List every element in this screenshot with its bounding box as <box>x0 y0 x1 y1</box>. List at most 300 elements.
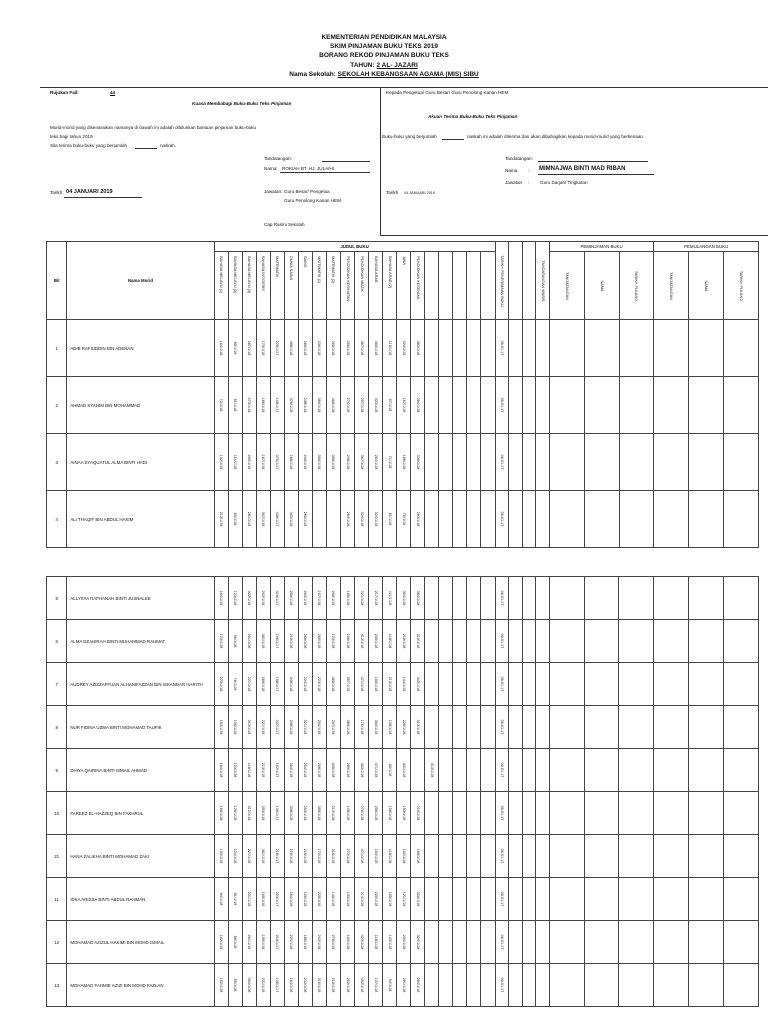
book-code: 81/1/18 <box>233 398 238 412</box>
signature-cell[interactable] <box>654 434 689 491</box>
signature-cell[interactable] <box>549 878 584 921</box>
table-row <box>47 964 759 1007</box>
date-received-cell <box>495 921 509 964</box>
book-code-cell <box>383 620 397 663</box>
signature-cell[interactable] <box>724 320 759 377</box>
right-para1b: naskah ini adalah diterima dan akan dibahagikan kepada murid-murid yang berkenaan. <box>467 134 645 139</box>
book-code: 254/1/18 <box>317 719 322 735</box>
book-code-cell <box>467 320 481 377</box>
right-panel-title: Akuan Terima Buku-Buku Teks Pinjaman <box>428 114 518 119</box>
signature-cell[interactable] <box>619 792 654 835</box>
book-code-cell <box>425 434 439 491</box>
signature-cell[interactable] <box>689 964 724 1007</box>
table-row <box>47 434 759 491</box>
book-code-cell <box>298 921 312 964</box>
book-code: 162/1/18 <box>401 848 406 864</box>
date-received-cell <box>495 835 509 878</box>
book-code-cell <box>284 620 298 663</box>
book-title-cell <box>453 252 467 320</box>
book-code-cell <box>326 964 340 1007</box>
book-code: 452/1/18 <box>359 977 364 993</box>
left-panel-title: Kuasa Membabagi Buku-Buku Teks Pinjaman <box>192 101 292 106</box>
date-received-cell <box>495 491 509 548</box>
book-code-cell <box>369 491 383 548</box>
book-code-cell <box>242 878 256 921</box>
signature-cell[interactable] <box>619 749 654 792</box>
book-code-cell <box>411 577 425 620</box>
book-code: 356/1/18 <box>331 454 336 470</box>
signature-cell[interactable] <box>584 835 619 878</box>
book-code-cell <box>228 792 242 835</box>
book-code: 281/1/18 <box>247 511 252 527</box>
book-code-cell <box>439 434 453 491</box>
tahun-value: 2 AL- JAZARI <box>376 62 418 69</box>
book-code: 274/1/18 <box>345 397 350 413</box>
signature-cell[interactable] <box>654 964 689 1007</box>
book-code: 284/1/18 <box>345 511 350 527</box>
bil-cell: 11 <box>47 878 67 921</box>
signature-cell[interactable] <box>689 835 724 878</box>
right-jawatan-label: Jawatan <box>505 180 523 185</box>
book-code-cell <box>439 620 453 663</box>
right-count-line <box>442 139 464 140</box>
student-name-cell: AINAA SYAQUATUL ALMA BINTI HADI <box>67 434 214 491</box>
book-code-cell <box>425 835 439 878</box>
blank-cell <box>536 320 550 377</box>
date-received: 06.01.17 <box>499 633 504 649</box>
signature-cell[interactable] <box>689 377 724 434</box>
signature-cell[interactable] <box>689 792 724 835</box>
book-code: 384/1/18 <box>317 397 322 413</box>
signature-cell[interactable] <box>689 663 724 706</box>
book-code-cell <box>453 964 467 1007</box>
book-code-cell <box>481 663 495 706</box>
book-code: 256/1/18 <box>373 805 378 821</box>
signature-cell[interactable] <box>654 749 689 792</box>
book-code-cell <box>340 921 354 964</box>
book-code-cell <box>467 434 481 491</box>
book-code-cell <box>397 577 411 620</box>
book-code: 156/1/18 <box>219 805 224 821</box>
book-code: 324/1/18 <box>373 511 378 527</box>
signature-cell[interactable] <box>584 706 619 749</box>
signature-cell[interactable] <box>549 434 584 491</box>
book-code-cell <box>256 491 270 548</box>
signature-cell[interactable] <box>619 663 654 706</box>
book-code: 114/1/18 <box>233 454 238 470</box>
book-title-cell <box>439 252 453 320</box>
signature-cell[interactable] <box>584 663 619 706</box>
book-code-cell <box>467 620 481 663</box>
book-code: 233/1/18 <box>303 977 308 993</box>
signature-cell[interactable] <box>619 377 654 434</box>
book-code: 111/1/18 <box>387 590 392 606</box>
book-title: PENDIDIKAN KESIHATAN <box>345 256 350 302</box>
book-code-cell <box>425 577 439 620</box>
date-received-cell <box>495 706 509 749</box>
book-code-cell <box>425 663 439 706</box>
signature-cell[interactable] <box>549 377 584 434</box>
book-code: 85/1/18 <box>233 978 238 992</box>
book-code-cell <box>228 749 242 792</box>
signature-cell[interactable] <box>723 663 758 706</box>
signature-cell[interactable] <box>723 577 758 620</box>
student-name-cell: AUDREY AZIZZAFFUAN ALHANIFAZZAN BIN ISKANDAR HARITH <box>67 663 214 706</box>
book-code-cell <box>312 663 326 706</box>
book-code-cell <box>284 320 298 377</box>
book-code: 158/1/17 <box>275 676 280 692</box>
signature-cell[interactable] <box>619 921 654 964</box>
book-code-cell <box>214 663 228 706</box>
header-school <box>0 70 768 79</box>
signature-cell[interactable] <box>654 706 689 749</box>
signature-cell[interactable] <box>723 835 758 878</box>
book-code-cell <box>326 749 340 792</box>
book-code: 159/1/18 <box>261 934 266 950</box>
signature-cell[interactable] <box>549 921 584 964</box>
subheader-label: TARIKH PULANG <box>634 270 639 301</box>
signature-cell[interactable] <box>584 792 619 835</box>
signature-cell[interactable] <box>654 792 689 835</box>
left-count-line <box>135 148 157 149</box>
book-code-cell <box>355 749 369 792</box>
signature-cell[interactable] <box>723 749 758 792</box>
signature-cell[interactable] <box>549 835 584 878</box>
signature-cell[interactable] <box>689 620 724 663</box>
book-code-cell <box>369 320 383 377</box>
school-value: SEKOLAH KEBANGSAAN AGAMA (MIS) SIBU <box>337 71 479 78</box>
signature-cell[interactable] <box>619 706 654 749</box>
nama-murid-header: Nama Murid <box>67 242 214 320</box>
pemulangan-subheader <box>689 252 724 320</box>
book-code: 361/1/18 <box>261 848 266 864</box>
signature-cell[interactable] <box>584 921 619 964</box>
signature-cell[interactable] <box>549 663 584 706</box>
signature-cell[interactable] <box>724 434 759 491</box>
book-code-cell <box>411 620 425 663</box>
book-title-cell <box>242 252 256 320</box>
right-nama-label: Nama <box>505 168 518 173</box>
student-name-cell: DHIYA QAIRINA BINTI ISMAIL AHMAD <box>67 749 214 792</box>
signature-cell[interactable] <box>654 835 689 878</box>
book-code: 231/1/18 <box>247 891 252 907</box>
signature-cell[interactable] <box>619 320 654 377</box>
book-code-cell <box>383 320 397 377</box>
signature-cell[interactable] <box>654 878 689 921</box>
book-code-cell <box>369 663 383 706</box>
signature-cell[interactable] <box>723 792 758 835</box>
date-received: 06.01.17 <box>499 590 504 606</box>
left-jawatan-label: Jawatan: <box>264 189 283 194</box>
book-code: 323/1/18 <box>373 397 378 413</box>
book-code-cell <box>355 491 369 548</box>
signature-cell[interactable] <box>549 577 584 620</box>
book-code-cell <box>228 964 242 1007</box>
signature-cell[interactable] <box>724 377 759 434</box>
signature-cell[interactable] <box>689 921 724 964</box>
pemulangan-subheader <box>654 252 689 320</box>
book-code-cell <box>298 878 312 921</box>
book-code: 123/1/18 <box>233 762 238 778</box>
book-code-cell <box>355 577 369 620</box>
blank-cell <box>536 921 550 964</box>
signature-cell[interactable] <box>619 434 654 491</box>
book-code: 238/1/18 <box>289 719 294 735</box>
right-jawatan-value: Guru Darjah/ Tingkatan <box>540 180 588 185</box>
book-code: 187/1/18 <box>261 454 266 470</box>
book-code-cell <box>214 434 228 491</box>
bil-cell: 1 <box>47 320 67 377</box>
student-name-cell: MOHAMAD FAHMIE AZIZI BIN MOHD FAZLAN <box>67 964 214 1007</box>
book-code-cell <box>214 377 228 434</box>
signature-cell[interactable] <box>549 706 584 749</box>
signature-cell[interactable] <box>619 577 654 620</box>
pemulangan-subheader <box>724 252 759 320</box>
signature-cell[interactable] <box>654 921 689 964</box>
signature-cell[interactable] <box>654 577 689 620</box>
book-title-cell <box>326 252 340 320</box>
signature-cell[interactable] <box>549 792 584 835</box>
book-code-cell <box>312 706 326 749</box>
book-code: 276/1/18 <box>289 848 294 864</box>
signature-cell[interactable] <box>619 835 654 878</box>
book-code-cell <box>256 706 270 749</box>
book-code: 267/1/18 <box>331 719 336 735</box>
book-code: 105/1/18 <box>387 891 392 907</box>
book-code: 321/1/18 <box>303 719 308 735</box>
blank-cell <box>522 706 536 749</box>
book-code: 216/1/18 <box>289 633 294 649</box>
book-code: 148/1/18 <box>345 805 350 821</box>
book-code-cell <box>270 491 284 548</box>
signature-cell[interactable] <box>549 320 584 377</box>
book-code-cell <box>326 706 340 749</box>
book-code-cell <box>256 577 270 620</box>
signature-cell[interactable] <box>549 491 584 548</box>
book-code-cell <box>340 663 354 706</box>
book-code-cell <box>397 434 411 491</box>
book-code-cell <box>383 706 397 749</box>
blank-cell <box>522 964 536 1007</box>
blank-cell <box>522 835 536 878</box>
book-code: 307/1/18 <box>261 511 266 527</box>
signature-cell[interactable] <box>619 620 654 663</box>
book-code-cell <box>228 620 242 663</box>
book-code-cell <box>326 577 340 620</box>
book-code: 162/1/18 <box>219 934 224 950</box>
date-received-cell <box>495 663 509 706</box>
book-code-cell <box>369 434 383 491</box>
book-code: 123/1/18 <box>219 633 224 649</box>
book-code: 356/1/18 <box>317 454 322 470</box>
loan-record-table-page1 <box>46 241 759 548</box>
book-code-cell <box>256 792 270 835</box>
book-code: 88/1/18 <box>233 935 238 949</box>
signature-cell[interactable] <box>619 964 654 1007</box>
book-code: 384/1/18 <box>415 590 420 606</box>
book-code: 246/1/18 <box>303 454 308 470</box>
book-code: 118/1/18 <box>247 762 252 778</box>
book-code-cell <box>242 491 256 548</box>
signature-cell[interactable] <box>654 377 689 434</box>
book-code-cell <box>439 706 453 749</box>
date-received: 06.01.17 <box>499 891 504 907</box>
book-code-cell <box>369 749 383 792</box>
book-code: 133/1/18 <box>345 891 350 907</box>
blank-cell <box>509 577 523 620</box>
signature-cell[interactable] <box>654 620 689 663</box>
blank-cell <box>536 878 550 921</box>
signature-cell[interactable] <box>689 878 724 921</box>
blank-cell <box>509 921 523 964</box>
book-code-cell <box>369 964 383 1007</box>
book-code-cell <box>355 706 369 749</box>
book-code-cell <box>256 835 270 878</box>
signature-cell[interactable] <box>689 434 724 491</box>
book-code-cell <box>326 377 340 434</box>
signature-cell[interactable] <box>584 577 619 620</box>
book-code-cell <box>242 620 256 663</box>
book-code: 342/1/18 <box>415 676 420 692</box>
signature-cell[interactable] <box>619 878 654 921</box>
signature-cell[interactable] <box>584 377 619 434</box>
book-code: 361/1/18 <box>261 633 266 649</box>
signature-cell[interactable] <box>654 491 689 548</box>
book-code-cell <box>467 921 481 964</box>
signature-cell[interactable] <box>584 964 619 1007</box>
right-para1a: Buku-buku yang berjumlah <box>382 134 437 139</box>
book-code: 124/1/18 <box>233 848 238 864</box>
signature-cell[interactable] <box>584 491 619 548</box>
signature-cell[interactable] <box>723 921 758 964</box>
book-code: 153/1/18 <box>401 805 406 821</box>
signature-cell[interactable] <box>654 320 689 377</box>
school-label: Nama Sekolah: <box>289 71 336 78</box>
signature-cell[interactable] <box>584 320 619 377</box>
signature-cell[interactable] <box>654 663 689 706</box>
book-code: 287/1/18 <box>247 340 252 356</box>
book-title-cell <box>481 252 495 320</box>
book-code: 94/1/18 <box>387 978 392 992</box>
book-title-cell <box>298 252 312 320</box>
date-received-cell <box>495 749 509 792</box>
book-code-cell <box>383 749 397 792</box>
student-name-cell: NUR FIDINA UZMA BINTI MOHAMAD TAUFIK <box>67 706 214 749</box>
student-name-cell: MOHAMAD AZIZUL HAKIMI BIN MOHD ISMAIL <box>67 921 214 964</box>
book-code: 221/1/18 <box>247 676 252 692</box>
blank-cell <box>522 577 536 620</box>
signature-cell[interactable] <box>549 749 584 792</box>
book-code: 348/1/18 <box>289 676 294 692</box>
judul-buku-header: JUDUL BUKU <box>214 242 495 252</box>
date-received: 06.01.17 <box>499 977 504 993</box>
book-code-cell <box>453 792 467 835</box>
book-code-cell <box>411 792 425 835</box>
subheader-label: TANDATANGAN <box>669 271 674 300</box>
book-code: 276/1/18 <box>331 934 336 950</box>
book-code-cell <box>312 792 326 835</box>
form-divider <box>380 87 381 235</box>
book-code: 423/1/18 <box>359 934 364 950</box>
book-code: 266/1/18 <box>331 340 336 356</box>
book-code: 257/1/18 <box>359 397 364 413</box>
blank-cell <box>536 491 550 548</box>
right-nama-line <box>538 174 654 175</box>
book-code-cell <box>340 835 354 878</box>
table-row <box>47 491 759 548</box>
signature-cell[interactable] <box>584 749 619 792</box>
bil-cell: 5 <box>47 577 67 620</box>
signature-cell[interactable] <box>689 706 724 749</box>
date-received-header: TARIKH PENERIMAAN BUKU <box>499 254 504 307</box>
book-code: 324/1/18 <box>401 340 406 356</box>
book-code-cell <box>355 377 369 434</box>
peminjaman-header: PEMINJAMAN BUKU <box>549 242 654 252</box>
signature-cell[interactable] <box>689 491 724 548</box>
signature-cell[interactable] <box>584 434 619 491</box>
book-code-cell <box>298 434 312 491</box>
signature-cell[interactable] <box>549 620 584 663</box>
book-code-cell <box>270 835 284 878</box>
book-code: 175/1/18 <box>261 340 266 356</box>
book-code-cell <box>481 434 495 491</box>
book-code-cell <box>439 835 453 878</box>
signature-cell[interactable] <box>549 964 584 1007</box>
book-code-cell <box>481 706 495 749</box>
book-code: 321/1/18 <box>359 590 364 606</box>
blank-cell <box>536 663 550 706</box>
book-code: 243/1/18 <box>317 934 322 950</box>
signature-cell[interactable] <box>689 320 724 377</box>
book-title: MATEMATIK (1) <box>317 256 322 284</box>
book-code-cell <box>397 878 411 921</box>
signature-cell[interactable] <box>689 749 724 792</box>
book-code: 203/1/18 <box>261 590 266 606</box>
header-blank-cell <box>536 242 550 320</box>
book-code-cell <box>242 706 256 749</box>
book-code-cell <box>242 377 256 434</box>
signature-cell[interactable] <box>723 620 758 663</box>
book-code: 383/1/18 <box>415 340 420 356</box>
signature-cell[interactable] <box>689 577 724 620</box>
book-code-cell <box>326 663 340 706</box>
signature-cell[interactable] <box>584 620 619 663</box>
book-code-cell <box>383 663 397 706</box>
subheader-label: NAMA <box>599 280 604 291</box>
book-code-cell <box>340 792 354 835</box>
blank-cell <box>522 434 536 491</box>
signature-cell[interactable] <box>723 964 758 1007</box>
book-code: 152/1/18 <box>219 977 224 993</box>
signature-cell[interactable] <box>723 706 758 749</box>
book-code-cell <box>369 706 383 749</box>
signature-cell[interactable] <box>584 878 619 921</box>
signature-cell[interactable] <box>619 491 654 548</box>
book-code-cell <box>214 491 228 548</box>
signature-cell[interactable] <box>724 491 759 548</box>
book-code-cell <box>284 434 298 491</box>
header-scheme: SKIM PINJAMAN BUKU TEKS 2019 <box>330 43 438 50</box>
book-code-cell <box>425 620 439 663</box>
book-code: 172/1/18 <box>317 848 322 864</box>
loan-record-table-page2 <box>46 576 759 1007</box>
table-row <box>47 663 759 706</box>
book-code-cell <box>411 320 425 377</box>
signature-cell[interactable] <box>723 878 758 921</box>
book-code-cell <box>326 491 340 548</box>
bil-cell: 3 <box>47 434 67 491</box>
book-code-cell <box>326 878 340 921</box>
